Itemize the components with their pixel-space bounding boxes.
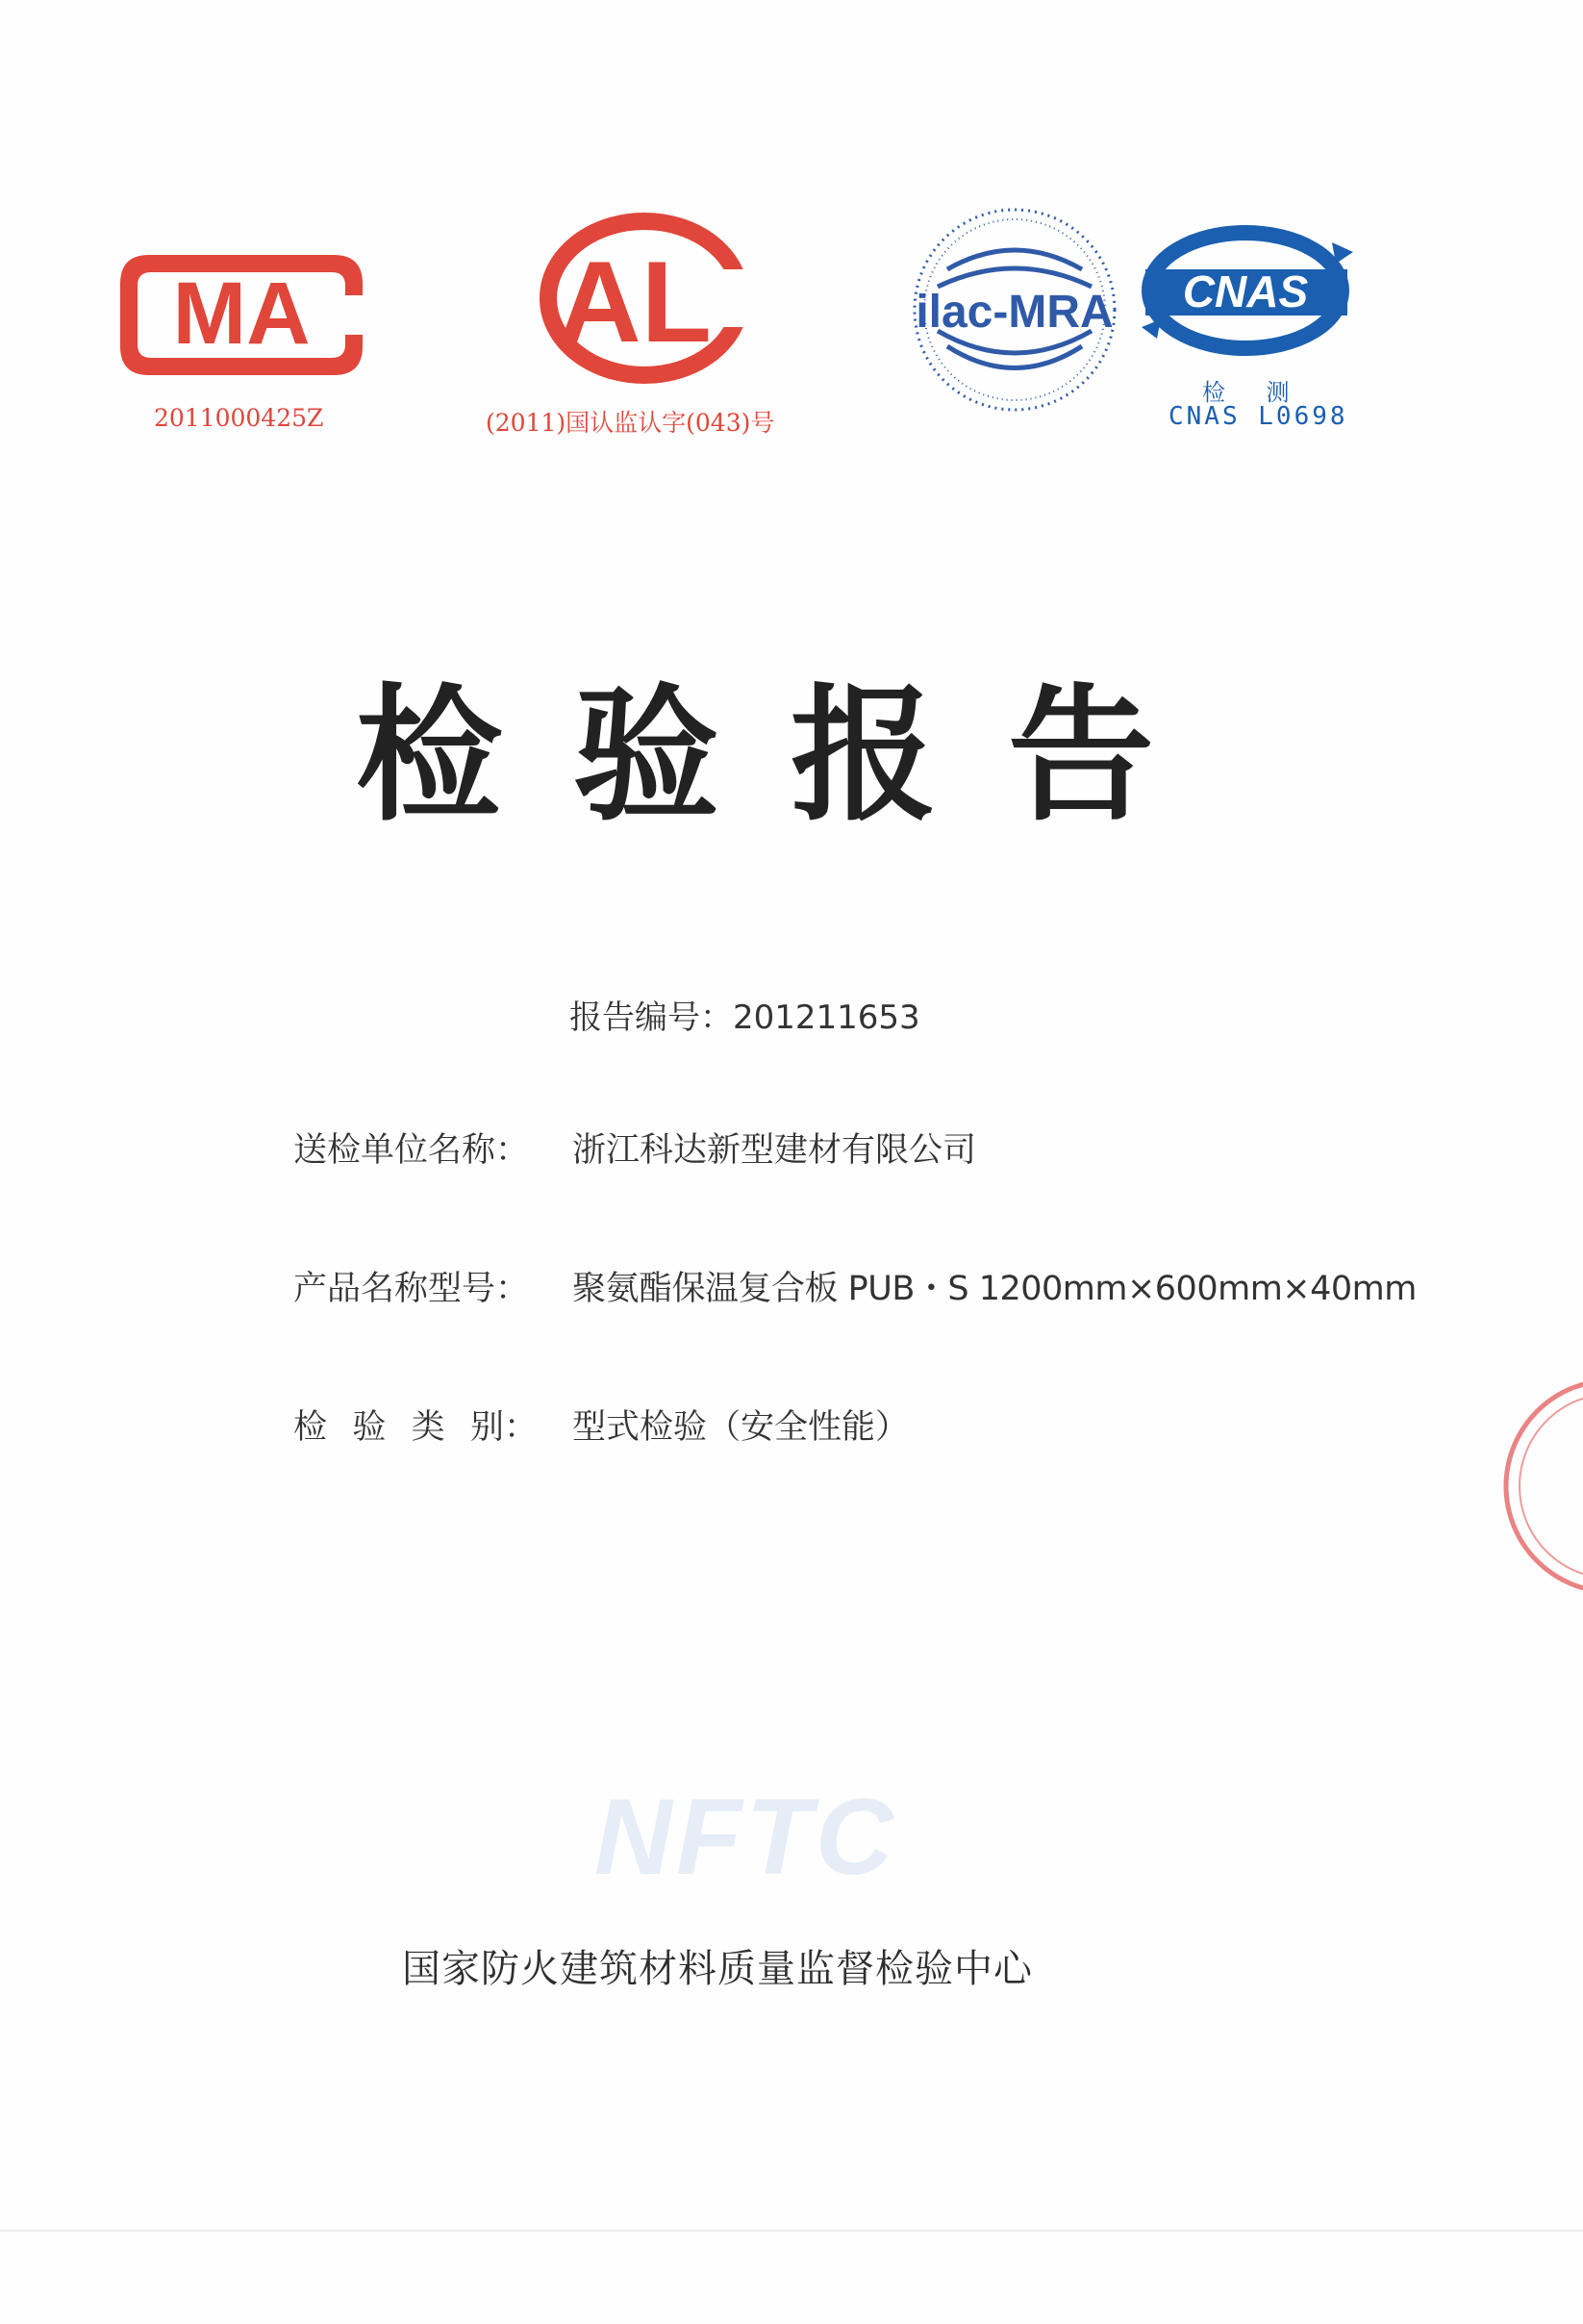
issuer-name: 国家防火建筑材料质量监督检验中心: [402, 1947, 1033, 1991]
field-inspection-type: [293, 1401, 909, 1449]
cma-logo: [120, 245, 363, 385]
field-client: [293, 1124, 976, 1172]
field-label-char: 别：: [469, 1408, 538, 1447]
ilac-mark-text: ilac-MRA: [916, 287, 1114, 338]
official-seal-stamp: [1496, 1371, 1583, 1602]
cma-mark-text: MA: [172, 265, 311, 363]
ilac-mra-logo: [909, 202, 1120, 418]
seal-icon: [1496, 1371, 1583, 1602]
nftc-watermark: NFTC: [594, 1777, 897, 1897]
field-label-char: 检: [293, 1408, 328, 1447]
cnas-code: CNAS L0698: [1168, 402, 1348, 431]
field-label: 送检单位名称：: [293, 1131, 530, 1170]
field-label-char: 验: [352, 1408, 387, 1447]
field-value: 型式检验（安全性能）: [572, 1408, 910, 1447]
title-char: 报: [791, 670, 937, 841]
field-label-char: 类: [411, 1408, 445, 1447]
title-char: 告: [1008, 670, 1154, 841]
field-value: 聚氨酯保温复合板 PUB・S 1200mm×600mm×40mm: [572, 1270, 1417, 1308]
cal-logo: [539, 212, 750, 385]
title-char: 检: [356, 670, 502, 841]
document-title: [356, 670, 1154, 841]
cal-code: (2011)国认监认字(043)号: [486, 409, 775, 437]
field-label: 产品名称型号：: [293, 1270, 530, 1308]
title-char: 验: [573, 670, 719, 841]
cnas-mark-text: CNAS: [1182, 266, 1309, 316]
field-label: [293, 1401, 538, 1449]
cnas-mark-icon: [1140, 214, 1361, 367]
report-number: 报告编号：201211653: [569, 998, 920, 1037]
cnas-sub-label: 检 测: [1202, 379, 1303, 406]
cnas-logo: [1140, 214, 1361, 367]
ilac-mra-mark-icon: [909, 202, 1120, 418]
cal-mark-icon: [539, 212, 750, 385]
field-product: [293, 1262, 1417, 1310]
cal-mark-text: AL: [558, 238, 712, 366]
scan-edge-line: [0, 2230, 1583, 2232]
cma-code: 2011000425Z: [154, 404, 324, 432]
field-value: 浙江科达新型建材有限公司: [572, 1131, 977, 1170]
cma-mark-icon: [120, 245, 363, 385]
